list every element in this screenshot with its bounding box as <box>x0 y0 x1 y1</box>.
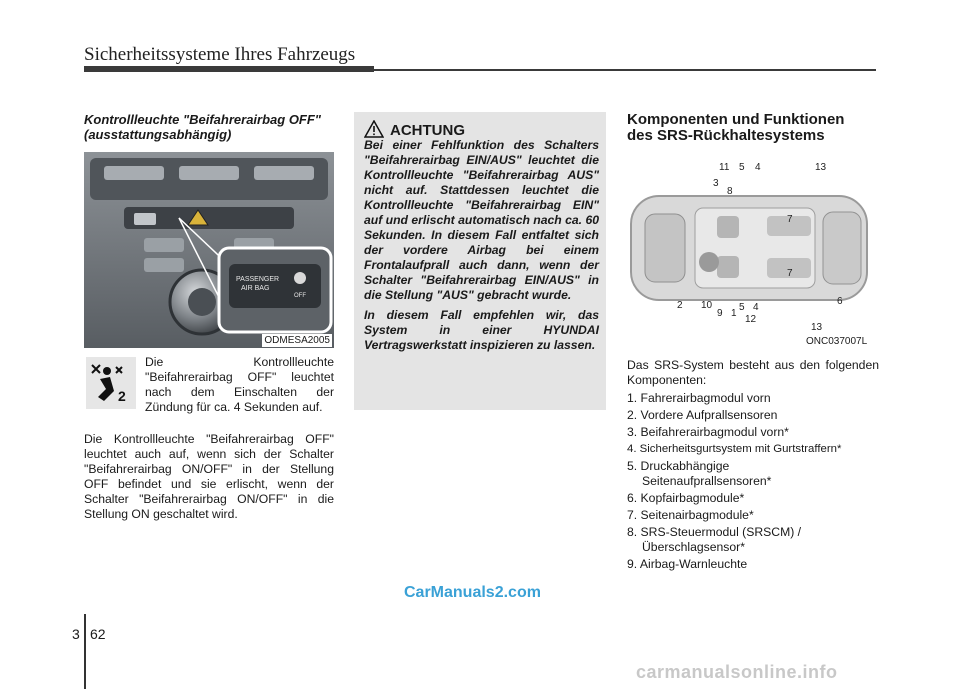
list-item-continuation: Überschlagsensor* <box>642 540 745 554</box>
callout-4-top: 4 <box>755 162 761 173</box>
srs-intro: Das SRS-System besteht aus den folgenden Komponenten: <box>627 358 879 387</box>
dashboard-photo <box>84 152 334 348</box>
passenger-label: PASSENGER <box>236 276 280 283</box>
caution-body <box>364 138 599 358</box>
list-item: 6. Kopfairbagmodule* <box>627 491 745 505</box>
passenger-airbag-off-icon <box>86 357 136 409</box>
airbag-off-description-2: Die Kontrollleuchte "Beifahrerairbag OFF" leuchtet auch auf, wenn sich der Schalter "Beifahrerairbag ON/OFF" in der Stellung OFF befindet und sie erlischt, wenn der Schalter "Beifahrerairbag ON/OFF" in die Stellung ON geschaltet wird. <box>84 432 334 521</box>
caution-title: ACHTUNG <box>390 122 465 139</box>
callout-13-bottom: 13 <box>811 322 823 333</box>
header-rule-dark <box>84 66 374 72</box>
callout-10: 10 <box>701 300 713 311</box>
section-heading-airbag-off: Kontrollleuchte "Beifahrerairbag OFF" (ausstattungsabhängig) <box>84 112 321 142</box>
srs-heading-line-2: des SRS-Rückhaltesystems <box>627 127 825 144</box>
srs-component-list <box>627 391 883 574</box>
list-item-text: 5. Druckabhängige <box>627 459 730 473</box>
callout-5-top: 5 <box>739 162 745 173</box>
callout-5-bottom: 5 <box>739 302 745 313</box>
list-item: 1. Fahrerairbagmodul vorn <box>627 391 771 405</box>
caution-paragraph-2: In diesem Fall empfehlen wir, das System in einer HYUNDAI Vertragswerkstatt inspizieren zu lassen. <box>364 308 599 352</box>
figure-code-2: ONC037007L <box>806 336 868 347</box>
list-item <box>627 525 883 555</box>
callout-7-top: 7 <box>787 214 793 225</box>
chapter-number: 3 <box>72 626 80 642</box>
list-item-text: 8. SRS-Steuermodul (SRSCM) / <box>627 525 802 539</box>
callout-3: 3 <box>713 178 719 189</box>
callout-9: 9 <box>717 308 723 319</box>
callout-7-bottom: 7 <box>787 268 793 279</box>
off-label: OFF <box>294 293 306 299</box>
airbag-label: AIR BAG <box>241 285 270 292</box>
callout-4-bottom: 4 <box>753 302 759 313</box>
caution-paragraph-1: Bei einer Fehlfunktion des Schalters "Beifahrerairbag EIN/AUS" leuchtet die Kontrollleuchte "Beifahrerairbag AUS" nicht auf. Stattdessen leuchtet die Kontrollleuchte "Beifahrerairbag EIN" auf und erlischt automatisch nach ca. 60 Sekunden. In diesem Fall entfaltet sich der vordere Airbag bei einem Frontalaufprall auch dann, wenn der Schalter "Beifahrerairbag EIN/AUS" in die Stellung "AUS" gebracht wurde. <box>364 138 600 302</box>
callout-6: 6 <box>837 296 843 307</box>
srs-component-diagram <box>627 152 877 348</box>
callout-8: 8 <box>727 186 733 197</box>
watermark-carmanuals2[interactable]: CarManuals2.com <box>404 584 541 601</box>
callout-2: 2 <box>677 300 683 311</box>
car-topview-illustration <box>627 152 877 348</box>
airbag-indicator-icon <box>294 272 306 284</box>
svg-text:2: 2 <box>118 388 126 404</box>
list-item <box>627 459 883 489</box>
callout-13-top: 13 <box>815 162 827 173</box>
list-item-continuation: Seitenaufprallsensoren* <box>642 474 772 488</box>
airbag-off-description-1: Die Kontrollleuchte "Beifahrerairbag OFF" leuchtet nach dem Einschalten der Zündung für ca. 4 Sekunden auf. <box>145 355 334 414</box>
section-heading-srs <box>627 112 877 144</box>
watermark-carmanualsonline[interactable]: carmanualsonline.info <box>636 662 838 682</box>
page-number: 62 <box>90 626 106 642</box>
srs-heading-line-1: Komponenten und Funktionen <box>627 111 845 128</box>
callout-11: 11 <box>719 162 730 173</box>
dashboard-illustration <box>84 152 334 348</box>
list-item: 7. Seitenairbagmodule* <box>627 508 754 522</box>
page-number-rule <box>84 614 86 689</box>
figure-code-1: ODMESA2005 <box>264 335 330 346</box>
header-rule-thin <box>374 69 876 71</box>
list-item: 3. Beifahrerairbagmodul vorn* <box>627 425 789 439</box>
list-item: 2. Vordere Aufprallsensoren <box>627 408 778 422</box>
callout-12: 12 <box>745 314 757 325</box>
page-header-title: Sicherheitssysteme Ihres Fahrzeugs <box>84 44 356 65</box>
callout-1: 1 <box>731 308 737 319</box>
list-item: 9. Airbag-Warnleuchte <box>627 557 748 571</box>
list-item: 4. Sicherheitsgurtsystem mit Gurtstraffern* <box>627 443 842 455</box>
